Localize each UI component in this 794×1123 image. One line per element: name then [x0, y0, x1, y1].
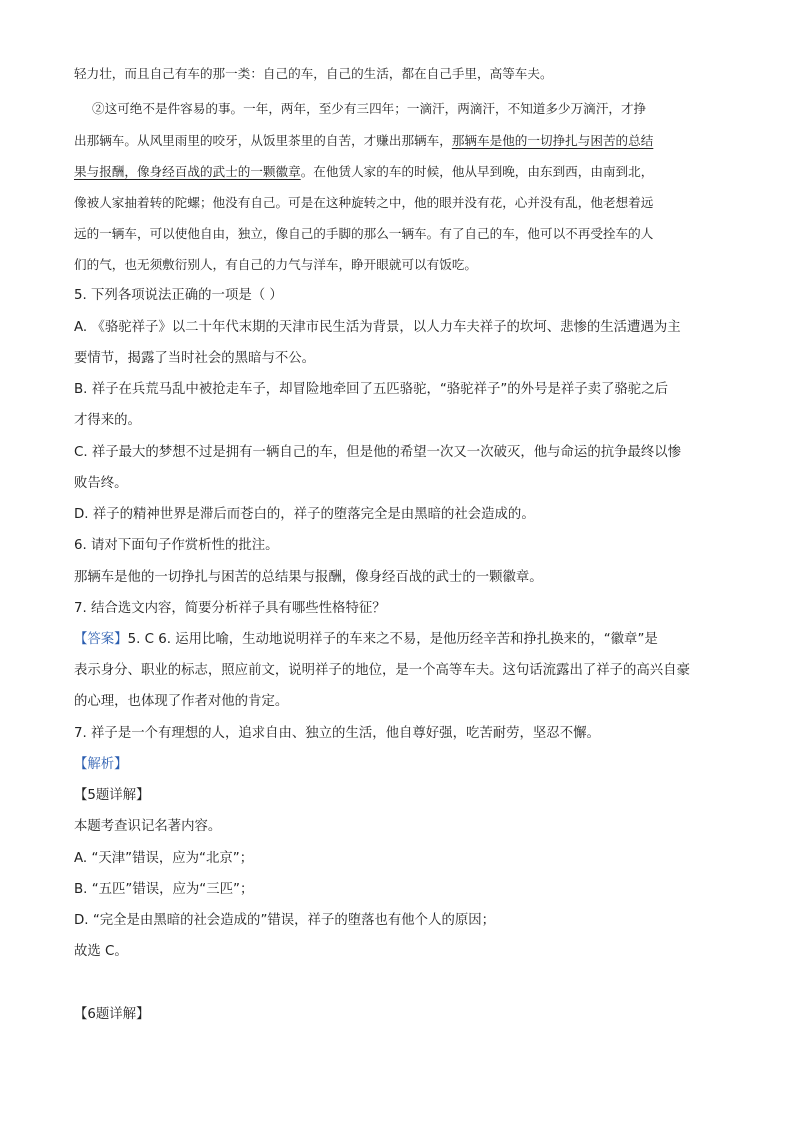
- answer-line: 7. 祥子是一个有理想的人，追求自由、独立的生活，他自尊好强，吃苦耐劳，坚忍不懈。: [74, 726, 600, 741]
- underlined-sentence: 那辆车是他的一切挣扎与困苦的总结: [451, 133, 654, 148]
- question-6-stem: 6. 请对下面句子作赏析性的批注。: [74, 538, 279, 553]
- passage-line: 远的一辆车，可以使他自由，独立，像自己的手脚的那么一辆车。有了自己的车，他可以不再受拴车的人: [74, 226, 654, 241]
- analysis-text: B. “五匹”错误，应为“三匹”；: [74, 882, 254, 897]
- section-heading: 【6题详解】: [74, 1007, 150, 1022]
- analysis-text: 本题考查识记名著内容。: [74, 819, 222, 834]
- passage-text: 出那辆车。从风里雨里的咬牙，从饭里茶里的自苦，才赚出那辆车，: [74, 133, 452, 148]
- question-6-sentence: 那辆车是他的一切挣扎与困苦的总结果与报酬，像身经百战的武士的一颗徽章。: [74, 570, 543, 585]
- underlined-sentence: 果与报酬，像身经百战的武士的一颗徽章: [74, 164, 301, 179]
- answer-text: 5. C 6. 运用比喻，生动地说明祥子的车来之不易，是他历经辛苦和挣扎换来的，“徽章”是: [127, 632, 658, 647]
- option-a: A. 《骆驼祥子》以二十年代末期的天津市民生活为背景，以人力车夫祥子的坎坷、悲惨的生活遭遇为主: [74, 320, 681, 335]
- answer-line: 的心理，也体现了作者对他的肯定。: [74, 694, 289, 709]
- option-a-cont: 要情节，揭露了当时社会的黑暗与不公。: [74, 351, 316, 366]
- answer-tag: 【答案】: [74, 632, 128, 647]
- question-5-stem: 5. 下列各项说法正确的一项是（ ）: [74, 288, 283, 303]
- analysis-text: 故选 C。: [74, 944, 128, 959]
- passage-line: 像被人家抽着转的陀螺；他没有自己。可是在这种旋转之中，他的眼并没有花，心并没有乱，他老想着远: [74, 195, 654, 210]
- option-b: B. 祥子在兵荒马乱中被抢走车子，却冒险地牵回了五匹骆驼，“骆驼祥子”的外号是祥子卖了骆驼之后: [74, 382, 668, 397]
- option-b-cont: 才得来的。: [74, 413, 141, 428]
- answer-line: 表示身分、职业的标志，照应前文，说明祥子的地位，是一个高等车夫。这句话流露出了祥子的高兴自豪: [74, 663, 690, 678]
- answer-line: [74, 632, 658, 648]
- analysis-text: A. “天津”错误，应为“北京”；: [74, 851, 254, 866]
- option-d: D. 祥子的精神世界是滞后而苍白的，祥子的堕落完全是由黑暗的社会造成的。: [74, 507, 535, 522]
- passage-line: 们的气，也无须敷衍别人，有自己的力气与洋车，睁开眼就可以有饭吃。: [74, 257, 477, 272]
- passage-line: 轻力壮，而且自己有车的那一类：自己的车，自己的生活，都在自己手里，高等车夫。: [74, 66, 553, 81]
- passage-text: 。在他赁人家的车的时候，他从早到晚，由东到西，由南到北，: [300, 164, 654, 179]
- section-heading: 【5题详解】: [74, 788, 150, 803]
- passage-line: ②这可绝不是件容易的事。一年，两年，至少有三四年；一滴汗，两滴汗，不知道多少万滴汗，才挣: [92, 101, 647, 116]
- analysis-text: D. “完全是由黑暗的社会造成的”错误，祥子的堕落也有他个人的原因；: [74, 913, 496, 928]
- question-7-stem: 7. 结合选文内容，简要分析祥子具有哪些性格特征？: [74, 601, 386, 616]
- passage-line: [74, 133, 653, 149]
- option-c-cont: 败告终。: [74, 476, 128, 491]
- option-c: C. 祥子最大的梦想不过是拥有一辆自己的车，但是他的希望一次又一次破灭，他与命运的抗争最终以惨: [74, 445, 682, 460]
- passage-line: [74, 164, 653, 180]
- analysis-tag: 【解析】: [74, 757, 128, 772]
